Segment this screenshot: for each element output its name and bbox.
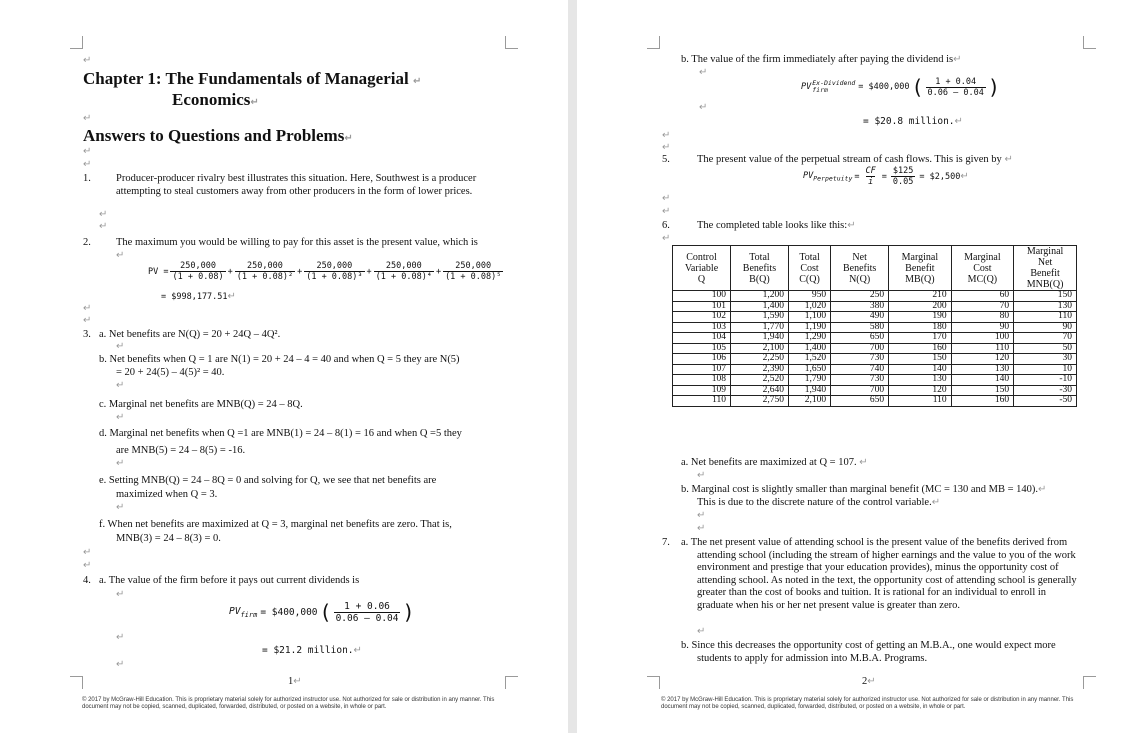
table-cell: 730 [831,375,889,386]
table-cell: 210 [889,291,952,302]
table-cell: 170 [889,333,952,344]
table-cell: 1,020 [788,301,830,312]
table-cell: 1,520 [788,354,830,365]
paragraph-mark: ↵ [83,55,92,66]
table-cell: 60 [951,291,1014,302]
chapter-title-line2: Economics↵ [172,90,259,109]
crop-mark [1083,676,1096,689]
q4-number: 4. [83,575,91,586]
q4b-result: = $20.8 million.↵ [863,116,963,127]
table-cell: 90 [951,322,1014,333]
table-cell: 2,250 [730,354,788,365]
table-cell: 650 [831,333,889,344]
header-net-benefits: Net Benefits N(Q) [831,246,889,291]
table-cell: 70 [1014,333,1077,344]
paragraph-mark: ↵ [83,560,92,571]
table-cell: 150 [951,385,1014,396]
page-number: 1↵ [288,676,302,687]
table-cell: 100 [673,291,731,302]
paragraph-mark: ↵ [116,659,125,670]
q6-answer: The completed table looks like this:↵ [697,220,856,231]
q3d-answer: d. Marginal net benefits when Q =1 are MNB(1) = 24 – 8(1) = 16 and when Q =5 they [99,428,462,439]
table-cell: 160 [889,343,952,354]
table-cell: 1,940 [788,385,830,396]
paragraph-mark: ↵ [83,303,92,314]
table-cell: 1,770 [730,322,788,333]
header-total-cost: Total Cost C(Q) [788,246,830,291]
table-cell: 50 [1014,343,1077,354]
table-cell: -50 [1014,396,1077,407]
table-cell: 110 [889,396,952,407]
paragraph-mark: ↵ [116,412,125,423]
crop-mark [647,36,660,49]
table-cell: 103 [673,322,731,333]
table-cell: 730 [831,354,889,365]
q6a-answer: a. Net benefits are maximized at Q = 107. ↵ [681,457,868,468]
table-cell: 1,940 [730,333,788,344]
q5-equation: $PV_{Perpetuity}$ = $\frac{CF}{i}$ = $\frac{\$125}{0.05}$ = $2,500 ↵ [803,166,969,187]
table-cell: 140 [951,375,1014,386]
paragraph-mark: ↵ [699,102,708,113]
table-row [673,396,1077,407]
table-row [673,385,1077,396]
paragraph-mark: ↵ [699,67,708,78]
table-cell: 1,590 [730,312,788,323]
paragraph-mark: ↵ [662,142,671,153]
table-cell: 107 [673,364,731,375]
page-2 [577,0,1148,733]
table-cell: 700 [831,385,889,396]
table-cell: 105 [673,343,731,354]
table-cell: 130 [1014,301,1077,312]
q3c-answer: c. Marginal net benefits are MNB(Q) = 24 – 8Q. [99,399,303,410]
paragraph-mark: ↵ [99,221,108,232]
table-cell: 109 [673,385,731,396]
q7-number: 7. [662,537,670,548]
table-row [673,322,1077,333]
table-cell: 1,200 [730,291,788,302]
table-cell: 110 [673,396,731,407]
table-cell: 120 [951,354,1014,365]
table-cell: 30 [1014,354,1077,365]
table-cell: 190 [889,312,952,323]
crop-mark [647,676,660,689]
section-title: Answers to Questions and Problems↵ [83,126,353,145]
table-cell: 70 [951,301,1014,312]
q3a-answer: a. Net benefits are N(Q) = 20 + 24Q – 4Q². [99,329,281,340]
table-cell: 130 [951,364,1014,375]
table-cell: 1,790 [788,375,830,386]
q3d-answer-line2: are MNB(5) = 24 – 8(5) = -16. [116,445,246,456]
q6-number: 6. [662,220,670,231]
table-cell: -10 [1014,375,1077,386]
table-row [673,364,1077,375]
q3-number: 3. [83,329,91,340]
table-cell: 180 [889,322,952,333]
table-cell: 1,190 [788,322,830,333]
crop-mark [505,676,518,689]
paragraph-mark: ↵ [83,146,92,157]
table-cell: 110 [951,343,1014,354]
table-cell: 150 [1014,291,1077,302]
table-cell: 2,100 [788,396,830,407]
paragraph-mark: ↵ [83,159,92,170]
table-cell: 10 [1014,364,1077,375]
header-marginal-net-benefit: Marginal Net Benefit MNB(Q) [1014,246,1077,291]
crop-mark [505,36,518,49]
table-cell: 1,650 [788,364,830,375]
q6b-answer-line2: This is due to the discrete nature of the control variable.↵ [697,497,941,508]
table-cell: 101 [673,301,731,312]
table-header-row [673,246,1077,291]
q1-number: 1. [83,173,91,184]
table-cell: 2,750 [730,396,788,407]
paragraph-mark: ↵ [662,193,671,204]
table-row [673,333,1077,344]
crop-mark [70,36,83,49]
q4b-equation: PV Ex-Dividend firm = $400,000 ( $\frac{1 + 0.04}{0.06 - 0.04}$ ) [801,75,1000,99]
q7b-answer: b. Since this decreases the opportunity cost of getting an M.B.A., one would expect more students to apply for admission into M.B.A. Programs. [681,640,1056,664]
q3e-answer-line2: maximized when Q = 3. [116,489,218,500]
header-control-variable: Control Variable Q [673,246,731,291]
table-cell: 2,100 [730,343,788,354]
paragraph-mark: ↵ [116,458,125,469]
paragraph-mark: ↵ [116,589,125,600]
table-cell: 140 [889,364,952,375]
paragraph-mark: ↵ [662,206,671,217]
paragraph-mark: ↵ [116,502,125,513]
table-cell: 200 [889,301,952,312]
table-cell: 950 [788,291,830,302]
table-cell: 1,290 [788,333,830,344]
q3f-answer: f. When net benefits are maximized at Q = 3, marginal net benefits are zero. That is, [99,519,452,530]
table-cell: 1,400 [730,301,788,312]
q2-pv-equation: PV = $\frac{250,000}{(1 + 0.08)}$ + $\frac{250,000}{\text{(1 + 0.08)²}}$ + $\frac{250,000}{\text{(1 + 0.08)³}}$ + $\frac{250,000}{\text{(1 + 0.08)⁴}}$ + $\frac{250,000}{\text{(1 + 0.08)⁵}}$ [148,261,502,282]
paragraph-mark: ↵ [697,523,706,534]
copyright-footer: © 2017 by McGraw-Hill Education. This is proprietary material solely for authorized instructor use. Not authorized for sale or distribution in any manner. This document may not be copied, scanned, duplicated, forwarded, distributed, or posted on a website, in whole or part. [661,697,1074,710]
q3e-answer: e. Setting MNB(Q) = 24 – 8Q = 0 and solving for Q, we see that net benefits are [99,475,437,486]
table-row [673,354,1077,365]
table-row [673,291,1077,302]
table-cell: 1,400 [788,343,830,354]
crop-mark [1083,36,1096,49]
table-cell: 2,390 [730,364,788,375]
chapter-title: Chapter 1: The Fundamentals of Managerial ↵ [83,69,422,88]
paragraph-mark: ↵ [83,547,92,558]
table-cell: 106 [673,354,731,365]
q4a-result: = $21.2 million.↵ [262,645,362,656]
q6b-answer: b. Marginal cost is slightly smaller than marginal benefit (MC = 130 and MB = 140).↵ [681,484,1047,495]
header-marginal-cost: Marginal Cost MC(Q) [951,246,1014,291]
copyright-footer: © 2017 by McGraw-Hill Education. This is proprietary material solely for authorized instructor use. Not authorized for sale or distribution in any manner. This document may not be copied, scanned, duplicated, forwarded, distributed, or posted on a website, in whole or part. [82,697,495,710]
q3b-answer: b. Net benefits when Q = 1 are N(1) = 20 + 24 – 4 = 40 and when Q = 5 they are N(5) [99,354,460,365]
table-cell: 100 [951,333,1014,344]
table-cell: 104 [673,333,731,344]
table-cell: 650 [831,396,889,407]
table-cell: -30 [1014,385,1077,396]
paragraph-mark: ↵ [83,315,92,326]
q2-answer: The maximum you would be willing to pay for this asset is the present value, which is [116,237,478,248]
table-cell: 490 [831,312,889,323]
paragraph-mark: ↵ [697,626,706,637]
q4a-equation: $PV_{firm}$ = $400,000 ( $\frac{1 + 0.06}{0.06 - 0.04}$ ) [229,600,415,624]
table-row [673,343,1077,354]
table-row [673,301,1077,312]
q3f-answer-line2: MNB(3) = 24 – 8(3) = 0. [116,533,221,544]
table-cell: 2,640 [730,385,788,396]
benefits-cost-table [672,245,1077,407]
table-cell: 740 [831,364,889,375]
table-cell: 80 [951,312,1014,323]
table-cell: 250 [831,291,889,302]
q2-number: 2. [83,237,91,248]
crop-mark [70,676,83,689]
paragraph-mark: ↵ [662,233,671,244]
q3b-answer-line2: = 20 + 24(5) – 4(5)² = 40. [116,367,225,378]
paragraph-mark: ↵ [697,470,706,481]
table-cell: 120 [889,385,952,396]
table-cell: 110 [1014,312,1077,323]
paragraph-mark: ↵ [662,130,671,141]
table-cell: 90 [1014,322,1077,333]
table-cell: 700 [831,343,889,354]
q1-answer: Producer-producer rivalry best illustrates this situation. Here, Southwest is a producer attempting to steal customers away from other producers in the form of lower prices. [116,173,477,197]
table-cell: 160 [951,396,1014,407]
q4b-answer: b. The value of the firm immediately after paying the dividend is↵ [681,54,962,65]
paragraph-mark: ↵ [116,632,125,643]
header-total-benefits: Total Benefits B(Q) [730,246,788,291]
table-cell: 380 [831,301,889,312]
table-cell: 580 [831,322,889,333]
paragraph-mark: ↵ [83,113,92,124]
table-cell: 130 [889,375,952,386]
q2-result: = $998,177.51↵ [161,291,236,302]
paragraph-mark: ↵ [116,380,125,391]
table-cell: 1,100 [788,312,830,323]
page-1 [0,0,568,733]
table-cell: 108 [673,375,731,386]
table-row [673,312,1077,323]
paragraph-mark: ↵ [116,250,125,261]
q5-answer: The present value of the perpetual stream of cash flows. This is given by ↵ [697,154,1013,165]
q7a-answer: a. The net present value of attending school is the present value of the benefits derived from attending school (including the stream of higher earnings and the value to you of the work environment and prestige that your education provides), minus the opportunity cost of attending school. As noted in the text, the opportunity cost of attending school is generally greater than the cost of books and tuition. It is rational for an individual to enroll in graduate when his or her net present value is greater than zero. [681,537,1077,611]
paragraph-mark: ↵ [697,510,706,521]
q5-number: 5. [662,154,670,165]
table-row [673,375,1077,386]
table-cell: 2,520 [730,375,788,386]
header-marginal-benefit: Marginal Benefit MB(Q) [889,246,952,291]
page-number: 2↵ [862,676,876,687]
paragraph-mark: ↵ [99,209,108,220]
table-cell: 150 [889,354,952,365]
q4a-answer: a. The value of the firm before it pays out current dividends is [99,575,360,586]
table-cell: 102 [673,312,731,323]
paragraph-mark: ↵ [116,341,125,352]
table-body [673,291,1077,407]
